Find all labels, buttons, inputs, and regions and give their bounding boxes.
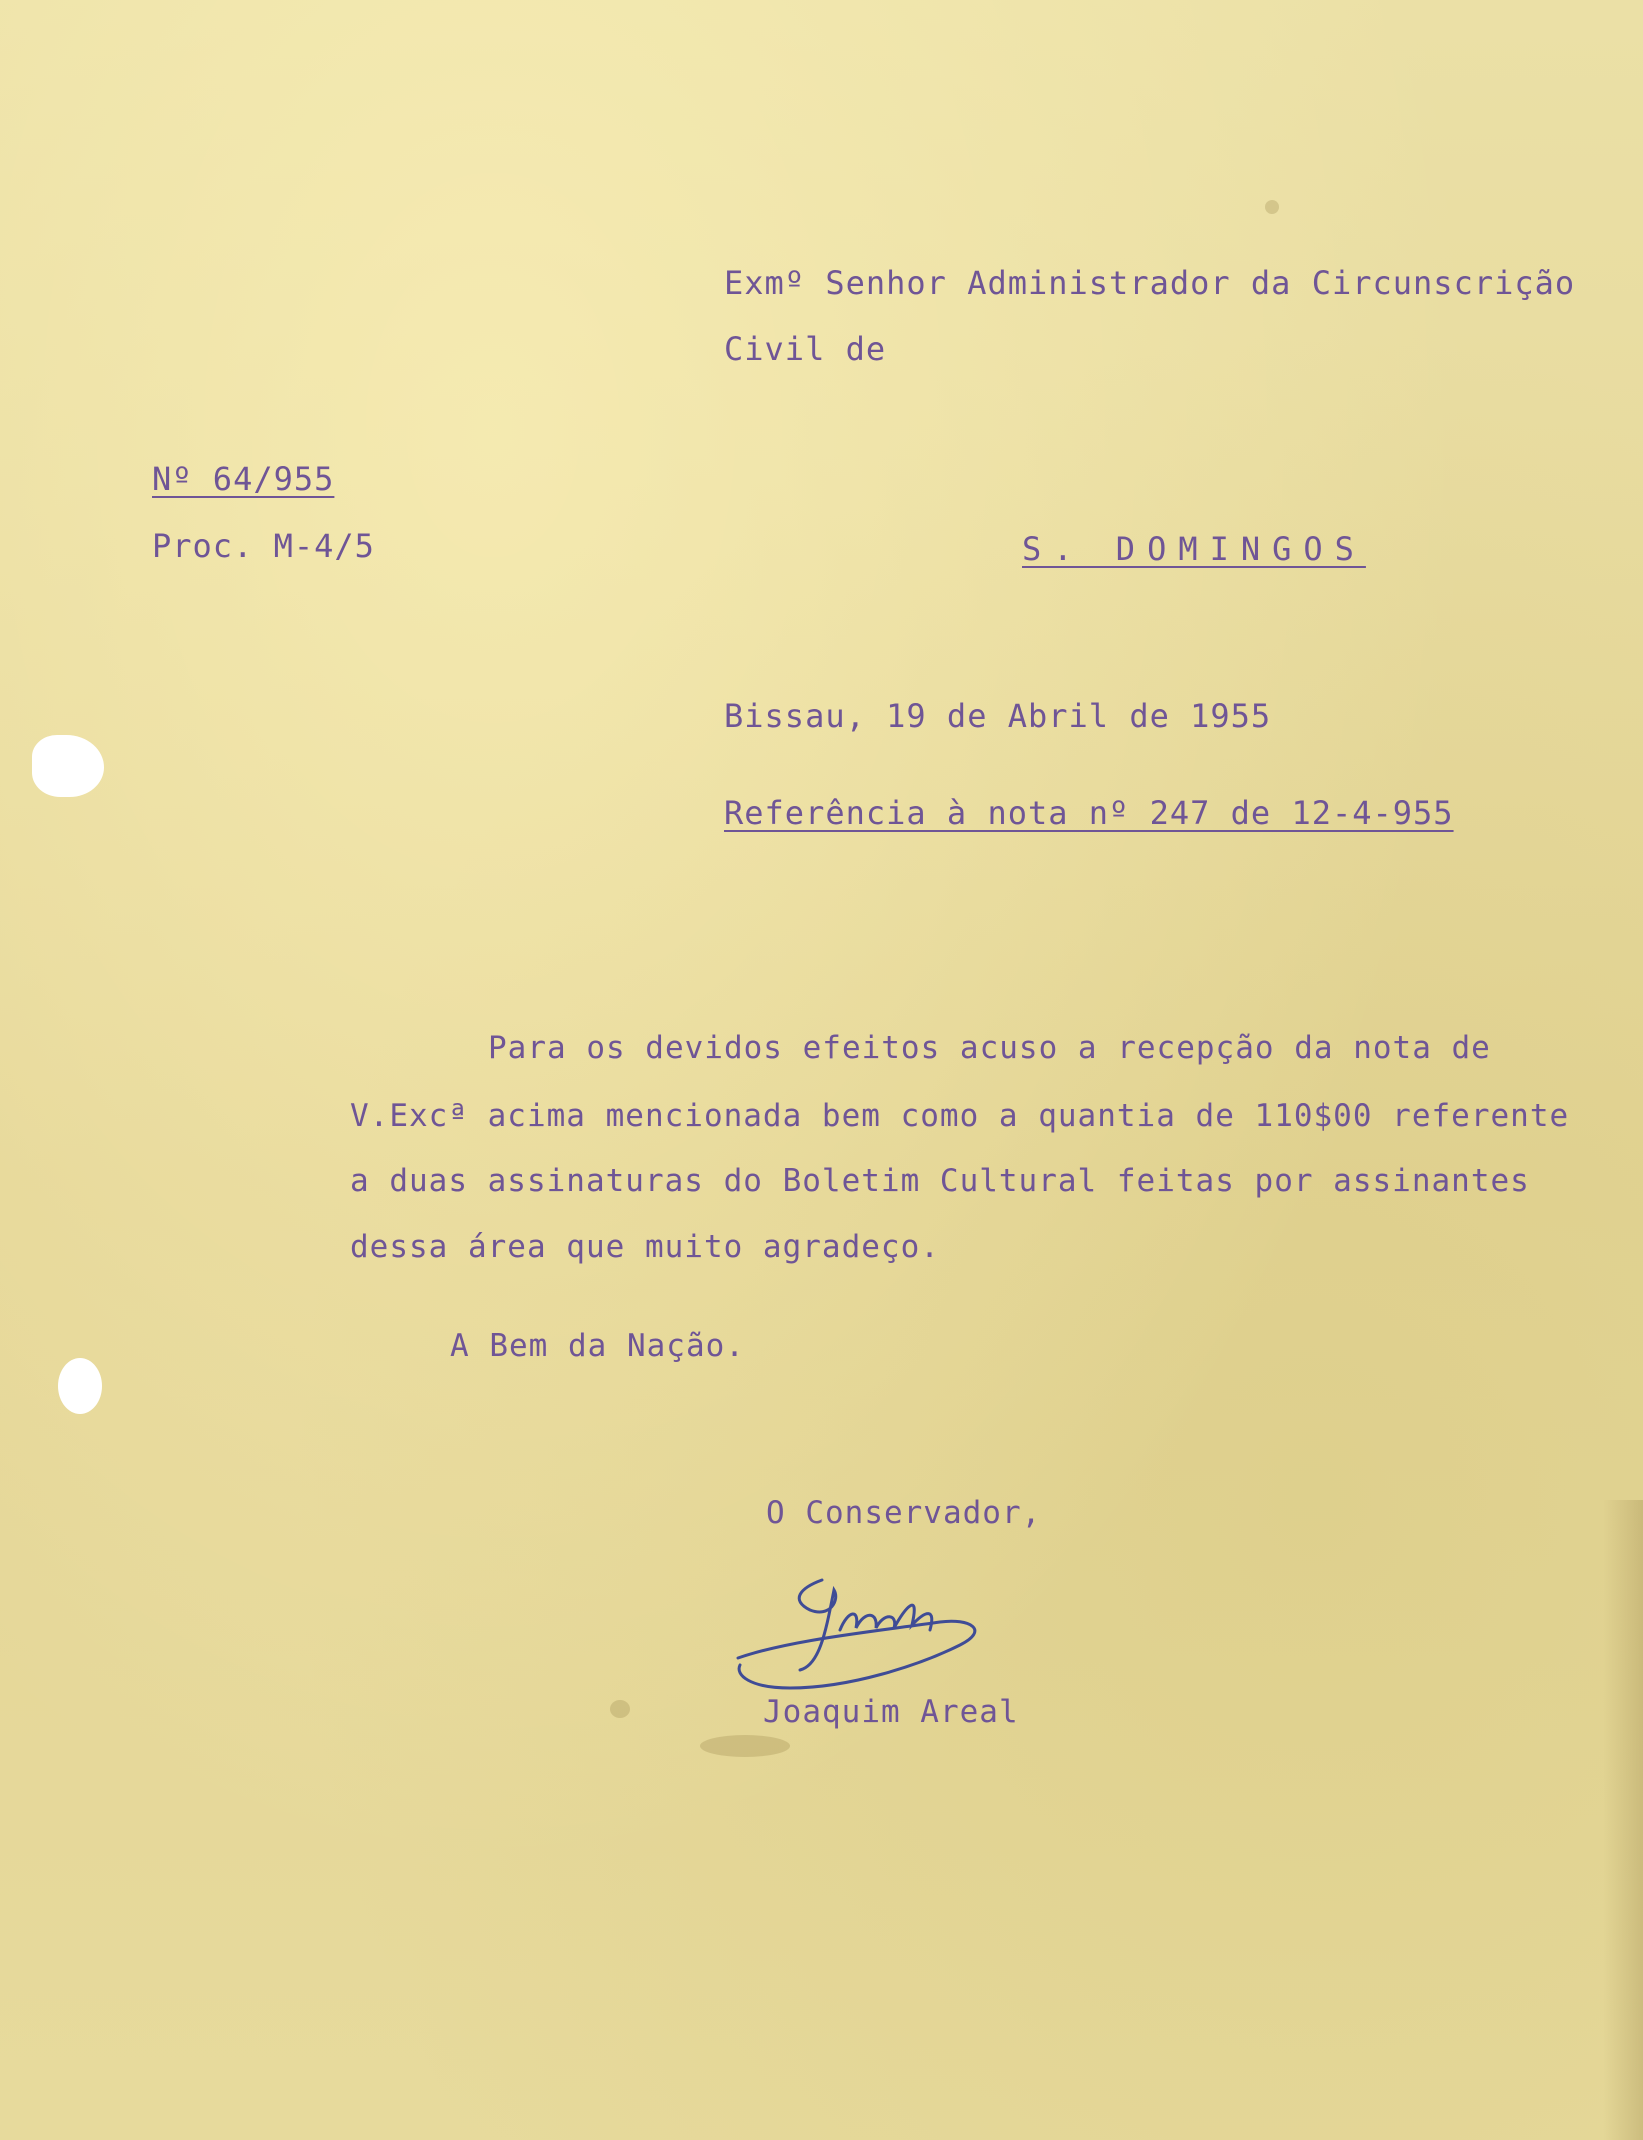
closing-salutation: A Bem da Nação.: [450, 1328, 745, 1364]
punch-hole-bottom: [58, 1358, 102, 1414]
addressee-line-1: Exmº Senhor Administrador da Circunscrição: [724, 264, 1576, 302]
handwritten-signature: [730, 1570, 1020, 1700]
reference-line: Referência à nota nº 247 de 12-4-955: [724, 794, 1454, 832]
date-line: Bissau, 19 de Abril de 1955: [724, 697, 1272, 735]
process-number: Proc. M-4/5: [152, 527, 375, 565]
body-line-1: Para os devidos efeitos acuso a recepção da nota de: [488, 1030, 1491, 1066]
addressee-line-2: Civil de: [724, 330, 887, 368]
document-number: Nº 64/955: [152, 460, 335, 498]
body-line-2: V.Excª acima mencionada bem como a quantia de 110$00 referente: [350, 1098, 1570, 1134]
signatory-title: O Conservador,: [766, 1495, 1042, 1531]
signatory-name: Joaquim Areal: [763, 1694, 1019, 1730]
punch-hole-top: [32, 735, 104, 797]
stain-mark: [1265, 200, 1279, 214]
destination-place: S. DOMINGOS: [1022, 530, 1366, 568]
body-line-4: dessa área que muito agradeço.: [350, 1229, 940, 1265]
body-line-3: a duas assinaturas do Boletim Cultural feitas por assinantes: [350, 1163, 1530, 1199]
stain-mark: [700, 1735, 790, 1757]
paper-edge-shadow: [1603, 1500, 1643, 2140]
stain-mark: [610, 1700, 630, 1718]
